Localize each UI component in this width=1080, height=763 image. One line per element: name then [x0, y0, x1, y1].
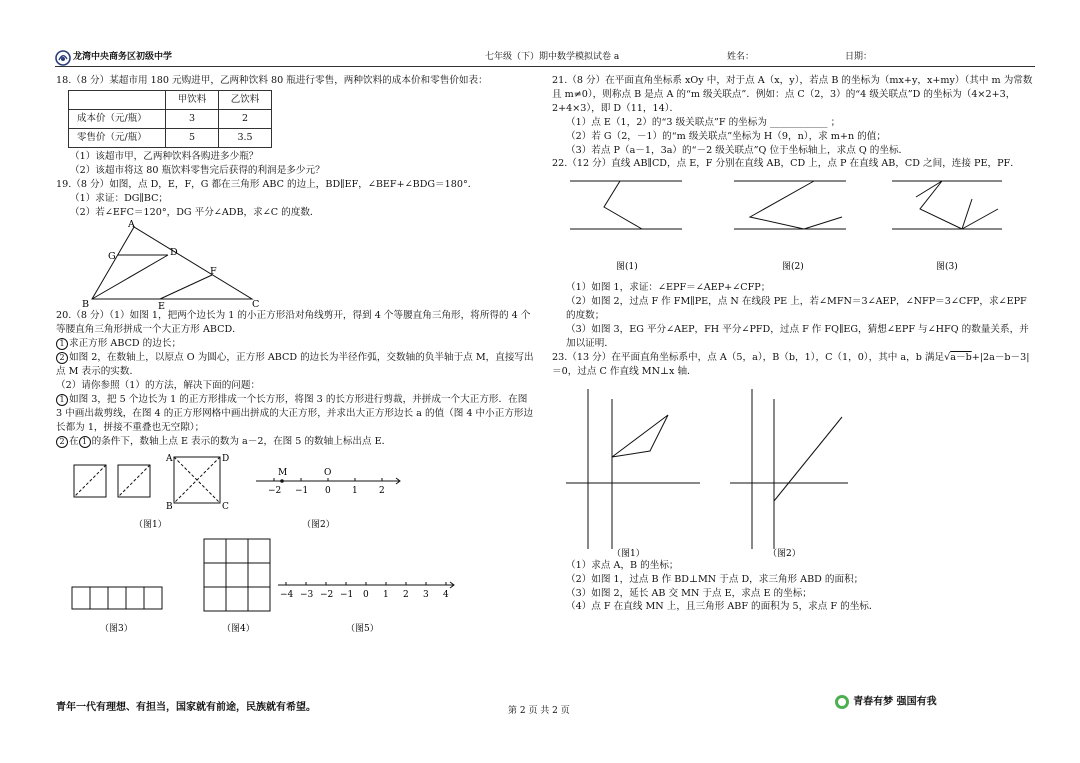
point-m — [280, 479, 284, 483]
fig1-diagonal-1 — [74, 465, 106, 497]
label-a: A — [128, 219, 135, 231]
label-c: C — [222, 501, 229, 512]
table-cell: 零售价（元/瓶） — [69, 128, 166, 147]
q21-stem: 21.（8 分）在平面直角坐标系 xOy 中，对于点 A（x，y），若点 B 的坐标为（mx+y，x+my）（其中 m 为常数且 m≠0），则称点 B 是点 A 的“m 级关联点”．例如：点 C（2，3）的“4 级关联点”D 的坐标为（4×2+3，2+4×3），即 D（11，14）． — [552, 75, 1033, 114]
tick-label: 1 — [352, 485, 358, 496]
label-m: M — [278, 467, 288, 478]
fig1-caption: （图1） — [612, 548, 645, 559]
q20-sub1 — [56, 337, 534, 351]
page-header — [55, 50, 1035, 67]
fig1-caption: 图(1) — [616, 262, 638, 273]
q18-part1: （1）该超市甲，乙两种饮料各购进多少瓶？ — [70, 150, 259, 162]
q19-part1: （1）求证：DG∥BC； — [70, 192, 169, 204]
label-a: A — [166, 453, 173, 464]
fig5-caption: （图5） — [346, 623, 379, 634]
fig3-square — [72, 587, 90, 609]
label-b: B — [82, 299, 90, 310]
q18-part2: （2）该超市将这 80 瓶饮料零售完后获得的利润是多少元？ — [70, 164, 325, 176]
right-column — [552, 74, 1036, 614]
tick-label: −4 — [280, 589, 294, 600]
q20-sub2-text: 如图 2，在数轴上，以原点 O 为圆心，正方形 ABCD 的边长为半径作弧，交数轴的负半轴于点 M，直接写出点 M 表示的实数． — [56, 352, 534, 378]
fig3-caption: 图(3) — [936, 262, 958, 273]
fig4-grid — [204, 539, 270, 611]
tick-label: 2 — [403, 589, 409, 600]
q19-triangle-figure — [70, 219, 260, 309]
fig3-path-epf — [920, 181, 962, 229]
tick-label: 3 — [423, 589, 429, 600]
circled-number: 2 — [56, 436, 68, 448]
q20-sub4-pre: 在 — [69, 435, 79, 447]
footer-slogan-text: 青春有梦 强国有我 — [853, 696, 937, 708]
q21-part3: （3）若点 P（a－1，3a）的“－2 级关联点”Q 位于坐标轴上，求点 Q 的坐标． — [566, 144, 909, 156]
q19-stem: 19.（8 分）如图，点 D，E，F，G 都在三角形 ABC 的边上，BD∥EF，∠BEF+∠BDG＝180°． — [56, 178, 478, 190]
fig1-path-epf — [604, 181, 642, 229]
fig3-square — [126, 587, 144, 609]
label-b: B — [166, 501, 173, 512]
q23-part3: （3）如图 2，延长 AB 交 MN 于点 E，求点 E 的坐标； — [566, 587, 812, 599]
fig3-square — [90, 587, 108, 609]
label-c: C — [252, 299, 260, 310]
q20-sub4-text: 的条件下，数轴上点 E 表示的数为 a－2，在图 5 的数轴上标出点 E． — [91, 435, 392, 447]
table-cell: 5 — [166, 128, 219, 147]
fig2-caption: 图(2) — [782, 262, 804, 273]
fig1-diagonal-2 — [118, 465, 150, 497]
paper-title: 七年级（下）期中数学模拟试卷 a — [485, 52, 620, 62]
table-cell: 成本价（元/瓶） — [69, 109, 166, 128]
q20-part2: （2）请你参照（1）的方法，解决下面的问题： — [56, 379, 261, 391]
q22-stem: 22.（12 分）直线 AB∥CD，点 E，F 分别在直线 AB，CD 上，点 P 在直线 AB，CD 之间，连接 PE，PF． — [552, 158, 1020, 170]
q23-stem-a: 23.（13 分）在平面直角坐标系中，点 A（5，a），B（b，1），C（1，0），其中 a，b 满足 — [552, 351, 945, 363]
q23-stem: 23.（13 分）在平面直角坐标系中，点 A（5，a），B（b，1），C（1，0），其中 a，b 满足√a－b+|2a－b－3|＝0，过点 C 作直线 MN⊥x 轴． — [552, 351, 1030, 377]
table-cell — [69, 90, 166, 109]
fig3-caption: （图3） — [100, 623, 133, 634]
triangle-abc — [92, 227, 252, 299]
fig2-caption: （图2） — [768, 548, 801, 559]
q20-figures-row2 — [56, 533, 534, 637]
circled-number: 1 — [56, 338, 68, 350]
badge-icon — [834, 694, 850, 710]
q20-sub3 — [56, 393, 534, 435]
school-logo-icon — [55, 50, 71, 66]
q22-part1: （1）如图 1，求证：∠EPF＝∠AEP+∠CFP； — [566, 282, 771, 294]
q18-stem: 18.（8 分）某超市用 180 元购进甲，乙两种饮料 80 瓶进行零售，两种饮料的成本价和零售价如表： — [56, 75, 488, 86]
q20-sub2 — [56, 351, 534, 379]
fig3-square — [108, 587, 126, 609]
page-number: 第 2 页 共 2 页 — [508, 706, 570, 716]
table-cell: 3 — [166, 109, 219, 128]
fig3-line-eg — [916, 181, 942, 197]
q20-sub4 — [56, 435, 534, 449]
label-e: E — [158, 301, 166, 310]
segment-bd — [92, 255, 168, 299]
label-d: D — [222, 453, 230, 464]
date-label: 日期： — [845, 52, 873, 62]
q20-sub3-text: 如图 3，把 5 个边长为 1 的正方形排成一个长方形，将图 3 的长方形进行剪裁，并拼成一个大正方形．在图 3 中画出裁剪线，在图 4 的正方形网格中画出拼成的大正方形，并求出大正方形边长 a 的值（图 4 中小正方形边长都为 1，拼接不重叠也无空隙）； — [56, 393, 534, 433]
fig2-path-epf — [750, 181, 814, 229]
q22-part2: （2）如图 2，过点 F 作 FM∥PE，点 N 在线段 PE 上，若∠MFN＝3∠AEP，∠NFP＝3∠CFP，求∠EPF 的度数； — [566, 296, 1027, 322]
left-column — [56, 74, 534, 637]
q23-radicand: a－b — [950, 351, 972, 363]
tick-label: 0 — [325, 485, 331, 496]
name-label: 姓名： — [727, 52, 755, 62]
table-header: 乙饮料 — [219, 90, 272, 109]
circled-number: 1 — [56, 394, 68, 406]
tick-label: 0 — [363, 589, 369, 600]
label-d: D — [170, 247, 178, 259]
q20-stem: 20.（8 分）（1）如图 1，把两个边长为 1 的小正方形沿对角线剪开，得到 4 个等腰直角三角形，将所得的 4 个等腰直角三角形拼成一个大正方形 ABCD． — [56, 310, 531, 336]
q21-part1: （1）点 E（1，2）的“3 级关联点”F 的坐标为 ____________ ； — [566, 116, 841, 128]
fig2-line-fm — [804, 217, 842, 229]
fig2-caption: （图2） — [302, 519, 335, 530]
q23-part1: （1）求点 A，B 的坐标； — [566, 559, 679, 571]
q18-table — [68, 90, 272, 148]
fig4-caption: （图4） — [222, 623, 255, 634]
q23-stem-b: +|2a－b－3|＝0，过点 C 作直线 MN⊥x 轴． — [552, 351, 1030, 377]
table-cell: 2 — [219, 109, 272, 128]
q23-figures — [552, 379, 1036, 559]
footer-slogan — [834, 694, 937, 710]
tick-label: −1 — [340, 589, 354, 600]
tick-label: 4 — [443, 589, 449, 600]
fig2-line-ae — [774, 417, 842, 501]
school-name: 龙湾中央商务区初级中学 — [73, 52, 173, 62]
fig1-caption: （图1） — [134, 519, 167, 530]
q20-sub1-text: 求正方形 ABCD 的边长； — [69, 338, 182, 350]
q21-part2: （2）若 G（2，－1）的“m 级关联点”坐标为 H（9，n），求 m+n 的值； — [566, 130, 886, 142]
q22-part3: （3）如图 3，EG 平分∠AEP，FH 平分∠PFD，过点 F 作 FQ∥EG，猜想∠EPF 与∠HFQ 的数量关系，并加以证明． — [566, 324, 1029, 349]
q23-part2: （2）如图 1，过点 B 作 BD⊥MN 于点 D，求三角形 ABD 的面积； — [566, 573, 864, 585]
segment-ef — [160, 275, 212, 299]
table-header: 甲饮料 — [166, 90, 219, 109]
footer-motto: 青年一代有理想、有担当，国家就有前途，民族就有希望。 — [56, 702, 316, 713]
label-f: F — [210, 266, 217, 278]
q20-figures-row1 — [56, 453, 534, 533]
fig1-triangle-abd — [612, 415, 668, 457]
tick-label: −1 — [295, 485, 309, 496]
tick-label: 2 — [379, 485, 385, 496]
circled-number: 2 — [56, 352, 68, 364]
label-o: O — [324, 467, 332, 478]
table-cell: 3.5 — [219, 128, 272, 147]
tick-label: −2 — [268, 485, 282, 496]
tick-label: −3 — [300, 589, 314, 600]
tick-label: 1 — [383, 589, 389, 600]
label-g: G — [108, 251, 116, 263]
fig3-square — [144, 587, 162, 609]
circled-number: 1 — [79, 436, 91, 448]
q19-part2: （2）若∠EFC＝120°，DG 平分∠ADB，求∠C 的度数． — [70, 206, 320, 218]
q22-figures — [552, 171, 1036, 281]
q23-part4: （4）点 F 在直线 MN 上，且三角形 ABF 的面积为 5，求点 F 的坐标． — [566, 601, 879, 613]
tick-label: −2 — [320, 589, 334, 600]
